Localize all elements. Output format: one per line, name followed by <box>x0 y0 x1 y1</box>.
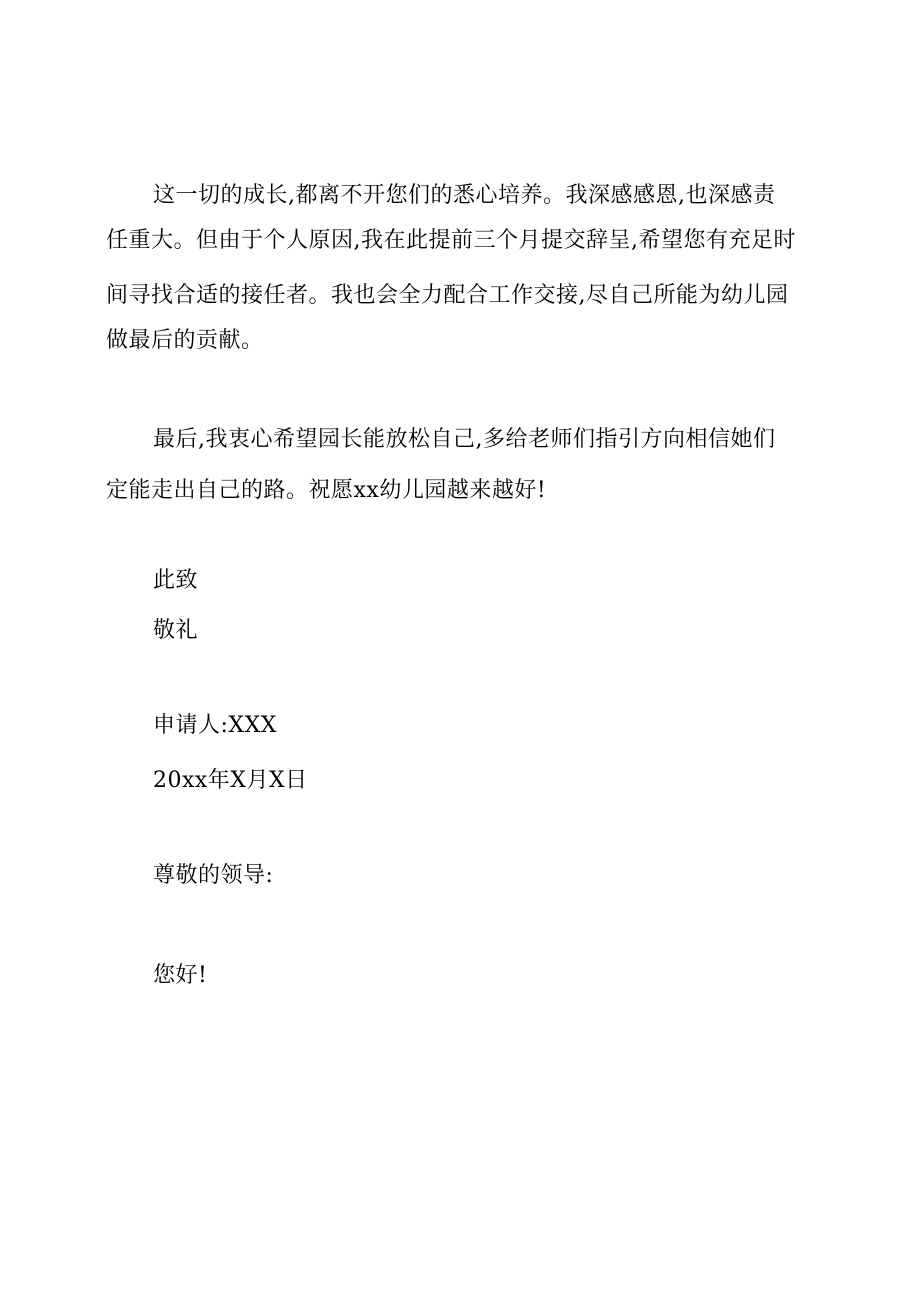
applicant-line: 申请人:XXX <box>153 713 277 738</box>
greeting-line: 您好! <box>153 963 208 988</box>
salutation-line: 尊敬的领导: <box>153 863 274 888</box>
paragraph1-line3: 间寻找合适的接任者。我也会全力配合工作交接,尽自己所能为幼儿园 <box>106 283 789 308</box>
paragraph2-line2: 定能走出自己的路。祝愿xx幼儿园越来越好! <box>106 478 547 503</box>
paragraph1-line2: 任重大。但由于个人原因,我在此提前三个月提交辞呈,希望您有充足时 <box>106 228 796 253</box>
date-line: 20xx年X月X日 <box>153 768 308 793</box>
paragraph2-line1: 最后,我衷心希望园长能放松自己,多给老师们指引方向相信她们 <box>153 427 776 452</box>
paragraph1-line1: 这一切的成长,都离不开您们的悉心培养。我深感感恩,也深感责 <box>153 183 776 208</box>
closing-line2: 敬礼 <box>153 618 199 643</box>
closing-line1: 此致 <box>153 568 199 593</box>
paragraph1-line4: 做最后的贡献。 <box>106 328 264 353</box>
